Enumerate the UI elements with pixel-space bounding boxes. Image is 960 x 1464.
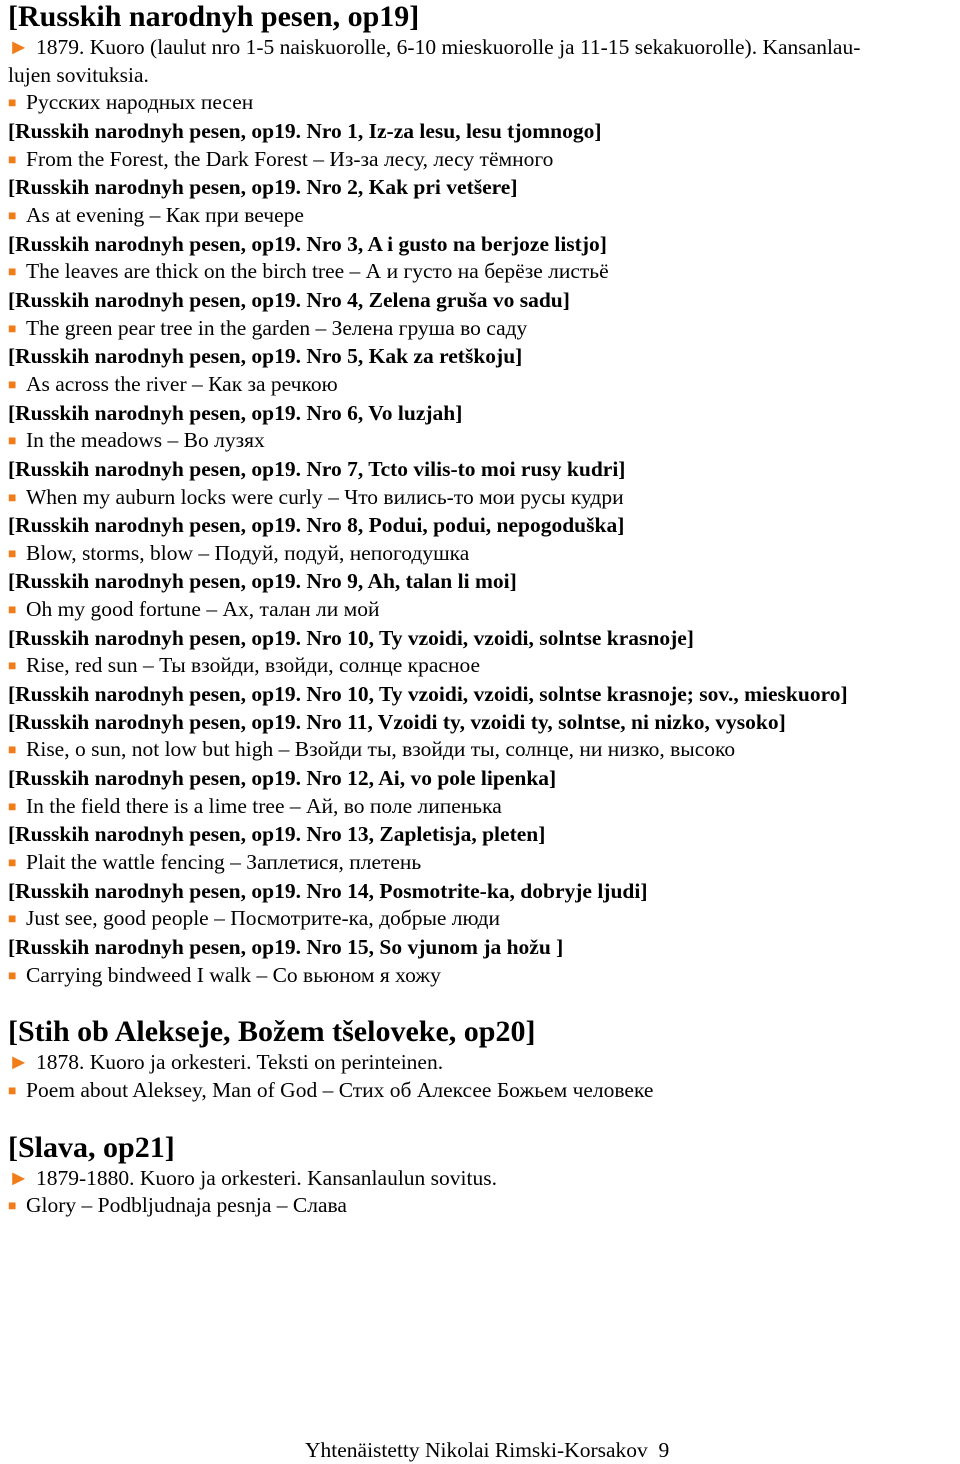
item-translation [8,736,958,765]
item-translation [8,596,958,625]
info-line [8,1165,958,1193]
square-bullet-icon: ■ [8,743,17,759]
info-text: 1879. Kuoro (laulut nro 1-5 naiskuorolle, 6-10 mieskuorolle ja 11-15 sekakuorolle). Kansanlau- [36,35,861,59]
square-bullet-icon: ■ [8,208,17,224]
item-heading: [Russkih narodnyh pesen, op19. Nro 10, Ty vzoidi, vzoidi, solntse krasnoje] [8,625,694,650]
square-bullet-icon: ■ [8,799,17,815]
item-translation-text: In the field there is a lime tree – Ай, во поле липенька [26,793,502,818]
section-title: [Stih ob Alekseje, Božem tšeloveke, op20] [8,1015,536,1049]
item-heading: [Russkih narodnyh pesen, op19. Nro 2, Kak pri vetšere] [8,175,518,200]
item-translation [8,258,958,287]
item-translation-text: Plait the wattle fencing – Заплетися, плетень [26,850,422,875]
arrow-icon: ► [8,35,30,59]
square-bullet-icon: ■ [8,659,17,675]
item-heading: [Russkih narodnyh pesen, op19. Nro 5, Kak za retškoju] [8,344,523,369]
item-translation [8,793,958,822]
square-bullet-icon: ■ [8,321,17,337]
item-translation-text: The leaves are thick on the birch tree – А и густо на берёзе листьё [26,259,609,284]
footer-text: Yhtenäistetty Nikolai Rimski-Korsakov [305,1438,648,1462]
item-heading: [Russkih narodnyh pesen, op19. Nro 3, A i gusto na berjoze listjo] [8,231,607,256]
square-bullet-icon: ■ [8,377,17,393]
section-title: [Russkih narodnyh pesen, op19] [8,0,420,33]
section-title: [Slava, op21] [8,1130,175,1164]
item-translation [8,484,958,513]
item-heading: [Russkih narodnyh pesen, op19. Nro 15, So vjunom ja hožu ] [8,935,564,959]
info-text: 1878. Kuoro ja orkesteri. Teksti on perinteinen. [36,1050,444,1075]
square-bullet-icon: ■ [8,856,17,872]
item-translation-text: Just see, good people – Посмотрите-ка, добрые люди [26,906,500,931]
item-heading: [Russkih narodnyh pesen, op19. Nro 1, Iz-za lesu, lesu tjomnogo] [8,118,602,143]
section-op20 [8,1015,958,1105]
item-translation-text: The green pear tree in the garden – Зелена груша во саду [26,315,528,340]
item-translation-text: As across the river – Как за речкою [26,371,338,396]
square-bullet-icon: ■ [8,434,17,450]
info-text: 1879-1880. Kuoro ja orkesteri. Kansanlaulun sovitus. [36,1165,497,1190]
square-bullet-icon: ■ [8,96,17,112]
item-heading: [Russkih narodnyh pesen, op19. Nro 13, Zapletisja, pleten] [8,822,546,847]
square-bullet-icon: ■ [8,546,17,562]
item-heading: [Russkih narodnyh pesen, op19. Nro 14, Posmotrite-ka, dobryje ljudi] [8,878,648,903]
item-translation-text: Carrying bindweed I walk – Со вьюном я хожу [26,962,441,987]
item-heading: [Russkih narodnyh pesen, op19. Nro 7, Tcto vilis-to moi rusy kudri] [8,456,626,481]
item-translation [8,371,958,400]
item-translation [8,849,958,878]
item-translation [8,146,958,175]
arrow-icon: ► [8,1165,30,1190]
translation-line [8,1077,958,1106]
info-line [8,1049,958,1077]
item-translation [8,652,958,681]
item-translation-text: Rise, red sun – Ты взойди, взойди, солнце красное [26,653,480,678]
section-gap [8,1106,958,1131]
section-op19 [8,0,958,990]
document-page [8,0,958,1221]
square-bullet-icon: ■ [8,265,17,281]
item-translation-text: As at evening – Как при вечере [26,202,304,227]
section-op21 [8,1131,958,1221]
translation-text: Glory – Podbljudnaja pesnja – Слава [26,1193,347,1218]
translation-line [8,89,958,118]
item-translation [8,905,958,934]
item-translation [8,315,958,344]
square-bullet-icon: ■ [8,968,17,984]
item-translation-text: When my auburn locks were curly – Что вились-то мои русы кудри [26,484,624,509]
square-bullet-icon: ■ [8,1199,17,1215]
square-bullet-icon: ■ [8,912,17,928]
item-translation [8,962,958,991]
arrow-icon: ► [8,1050,30,1075]
item-heading: [Russkih narodnyh pesen, op19. Nro 6, Vo luzjah] [8,400,463,425]
info-line-continued [8,62,958,90]
item-heading: [Russkih narodnyh pesen, op19. Nro 12, Ai, vo pole lipenka] [8,766,557,791]
section-gap [8,990,958,1015]
item-translation [8,202,958,231]
translation-text: Poem about Aleksey, Man of God – Стих об Алексее Божьем человеке [26,1077,654,1102]
item-heading: [Russkih narodnyh pesen, op19. Nro 11, Vzoidi ty, vzoidi ty, solntse, ni nizko, vysoko] [8,709,786,734]
item-translation-text: Oh my good fortune – Ах, талан ли мой [26,597,380,622]
item-translation-text: In the meadows – Во лузях [26,428,265,453]
item-heading: [Russkih narodnyh pesen, op19. Nro 8, Podui, podui, nepogoduška] [8,513,625,538]
item-translation [8,427,958,456]
square-bullet-icon: ■ [8,152,17,168]
page-number: 9 [658,1438,670,1462]
page-footer [305,1436,669,1464]
item-heading: [Russkih narodnyh pesen, op19. Nro 9, Ah, talan li moi] [8,569,517,594]
square-bullet-icon: ■ [8,603,17,619]
item-translation-text: Rise, o sun, not low but high – Взойди ты, взойди ты, солнце, ни низко, высоко [26,737,736,762]
item-heading: [Russkih narodnyh pesen, op19. Nro 10, Ty vzoidi, vzoidi, solntse krasnoje; sov., mieskuoro] [8,682,848,707]
translation-line [8,1192,958,1221]
item-translation-text: Blow, storms, blow – Подуй, подуй, непогодушка [26,540,470,565]
item-translation [8,540,958,569]
info-line [8,34,958,62]
item-translation-text: From the Forest, the Dark Forest – Из-за лесу, лесу тёмного [26,146,554,171]
info-text-continued: lujen sovituksia. [8,62,149,87]
translation-text: Русских народных песен [26,90,254,115]
item-heading: [Russkih narodnyh pesen, op19. Nro 4, Zelena gruša vo sadu] [8,287,570,312]
square-bullet-icon: ■ [8,490,17,506]
square-bullet-icon: ■ [8,1083,17,1099]
